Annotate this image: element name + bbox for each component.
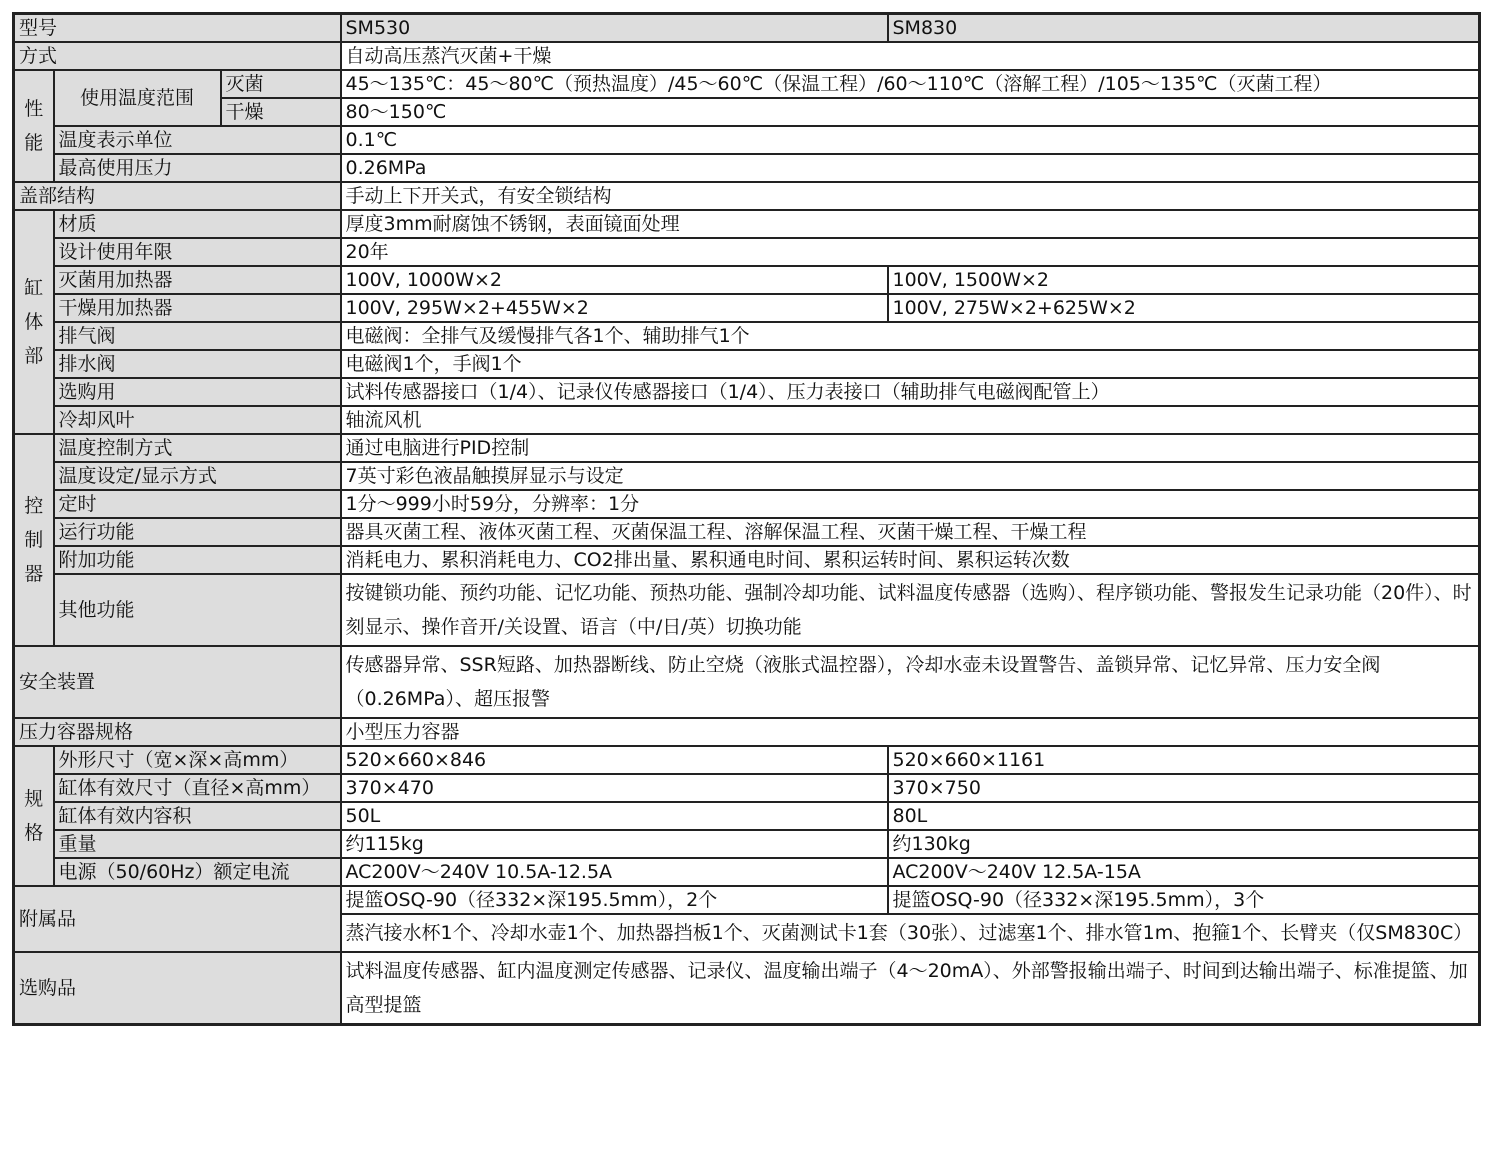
volume-sm530: 50L bbox=[341, 802, 888, 830]
options-label: 选购品 bbox=[14, 952, 341, 1025]
outer-size-sm830: 520×660×1161 bbox=[888, 746, 1480, 774]
row-dry-heater bbox=[14, 294, 1480, 322]
controller-group-label: 控制器 bbox=[14, 434, 54, 646]
other-func-label: 其他功能 bbox=[54, 574, 341, 646]
pressure-vessel-label: 压力容器规格 bbox=[14, 718, 341, 746]
row-ster-heater bbox=[14, 266, 1480, 294]
accessories-label: 附属品 bbox=[14, 886, 341, 952]
option-port-value: 试料传感器接口（1/4）、记录仪传感器接口（1/4）、压力表接口（辅助排气电磁阀配管上） bbox=[341, 378, 1480, 406]
volume-sm830: 80L bbox=[888, 802, 1480, 830]
row-outer-size bbox=[14, 746, 1480, 774]
dry-heater-sm530: 100V, 295W×2+455W×2 bbox=[341, 294, 888, 322]
row-fan bbox=[14, 406, 1480, 434]
row-weight bbox=[14, 830, 1480, 858]
dry-temp-label: 干燥 bbox=[221, 98, 341, 126]
row-extra-func bbox=[14, 546, 1480, 574]
row-options bbox=[14, 952, 1480, 1025]
life-value: 20年 bbox=[341, 238, 1480, 266]
row-dry-temp bbox=[14, 98, 1480, 126]
dry-heater-sm830: 100V, 275W×2+625W×2 bbox=[888, 294, 1480, 322]
fan-label: 冷却风叶 bbox=[54, 406, 341, 434]
inner-size-sm830: 370×750 bbox=[888, 774, 1480, 802]
temp-unit-label: 温度表示单位 bbox=[54, 126, 341, 154]
outer-size-sm530: 520×660×846 bbox=[341, 746, 888, 774]
model-sm830: SM830 bbox=[888, 14, 1480, 43]
row-exhaust bbox=[14, 322, 1480, 350]
row-temp-ctrl bbox=[14, 434, 1480, 462]
temp-set-label: 温度设定/显示方式 bbox=[54, 462, 341, 490]
timer-value: 1分～999小时59分，分辨率：1分 bbox=[341, 490, 1480, 518]
row-sterilize-temp bbox=[14, 70, 1480, 98]
row-max-pressure bbox=[14, 154, 1480, 182]
basket-sm530: 提篮OSQ-90（径332×深195.5mm），2个 bbox=[341, 886, 888, 914]
inner-size-label: 缸体有效尺寸（直径×高mm） bbox=[54, 774, 341, 802]
row-life bbox=[14, 238, 1480, 266]
row-volume bbox=[14, 802, 1480, 830]
other-func-value: 按键锁功能、预约功能、记忆功能、预热功能、强制冷却功能、试料温度传感器（选购）、程序锁功能、警报发生记录功能（20件）、时刻显示、操作音开/关设置、语言（中/日/英）切换功能 bbox=[341, 574, 1480, 646]
weight-sm830: 约130kg bbox=[888, 830, 1480, 858]
timer-label: 定时 bbox=[54, 490, 341, 518]
volume-label: 缸体有效内容积 bbox=[54, 802, 341, 830]
run-func-label: 运行功能 bbox=[54, 518, 341, 546]
safety-value: 传感器异常、SSR短路、加热器断线、防止空烧（液胀式温控器），冷却水壶未设置警告、盖锁异常、记忆异常、压力安全阀（0.26MPa）、超压报警 bbox=[341, 646, 1480, 718]
row-power bbox=[14, 858, 1480, 886]
temp-ctrl-value: 通过电脑进行PID控制 bbox=[341, 434, 1480, 462]
material-label: 材质 bbox=[54, 210, 341, 238]
basket-sm830: 提篮OSQ-90（径332×深195.5mm），3个 bbox=[888, 886, 1480, 914]
ster-heater-sm530: 100V, 1000W×2 bbox=[341, 266, 888, 294]
power-label: 电源（50/60Hz）额定电流 bbox=[54, 858, 341, 886]
row-method bbox=[14, 42, 1480, 70]
sterilize-temp-value: 45～135℃：45～80℃（预热温度）/45～60℃（保温工程）/60～110℃（溶解工程）/105～135℃（灭菌工程） bbox=[341, 70, 1480, 98]
weight-label: 重量 bbox=[54, 830, 341, 858]
life-label: 设计使用年限 bbox=[54, 238, 341, 266]
temp-ctrl-label: 温度控制方式 bbox=[54, 434, 341, 462]
row-lid bbox=[14, 182, 1480, 210]
spec-group-label: 规格 bbox=[14, 746, 54, 886]
pressure-vessel-value: 小型压力容器 bbox=[341, 718, 1480, 746]
run-func-value: 器具灭菌工程、液体灭菌工程、灭菌保温工程、溶解保温工程、灭菌干燥工程、干燥工程 bbox=[341, 518, 1480, 546]
temp-unit-value: 0.1℃ bbox=[341, 126, 1480, 154]
row-drain bbox=[14, 350, 1480, 378]
method-label: 方式 bbox=[14, 42, 341, 70]
drain-label: 排水阀 bbox=[54, 350, 341, 378]
extra-func-value: 消耗电力、累积消耗电力、CO2排出量、累积通电时间、累积运转时间、累积运转次数 bbox=[341, 546, 1480, 574]
exhaust-label: 排气阀 bbox=[54, 322, 341, 350]
model-sm530: SM530 bbox=[341, 14, 888, 43]
row-model bbox=[14, 14, 1480, 43]
option-port-label: 选购用 bbox=[54, 378, 341, 406]
model-label: 型号 bbox=[14, 14, 341, 43]
temp-set-value: 7英寸彩色液晶触摸屏显示与设定 bbox=[341, 462, 1480, 490]
row-timer bbox=[14, 490, 1480, 518]
spec-table bbox=[12, 12, 1481, 1026]
max-pressure-value: 0.26MPa bbox=[341, 154, 1480, 182]
row-temp-unit bbox=[14, 126, 1480, 154]
row-pressure-vessel bbox=[14, 718, 1480, 746]
dry-temp-value: 80～150℃ bbox=[341, 98, 1480, 126]
weight-sm530: 约115kg bbox=[341, 830, 888, 858]
row-option-port bbox=[14, 378, 1480, 406]
row-material bbox=[14, 210, 1480, 238]
row-safety bbox=[14, 646, 1480, 718]
power-sm530: AC200V～240V 10.5A-12.5A bbox=[341, 858, 888, 886]
temp-range-label: 使用温度范围 bbox=[54, 70, 221, 126]
lid-value: 手动上下开关式，有安全锁结构 bbox=[341, 182, 1480, 210]
material-value: 厚度3mm耐腐蚀不锈钢，表面镜面处理 bbox=[341, 210, 1480, 238]
outer-size-label: 外形尺寸（宽×深×高mm） bbox=[54, 746, 341, 774]
method-value: 自动高压蒸汽灭菌+干燥 bbox=[341, 42, 1480, 70]
row-other-func bbox=[14, 574, 1480, 646]
row-accessory-basket bbox=[14, 886, 1480, 914]
fan-value: 轴流风机 bbox=[341, 406, 1480, 434]
extra-func-label: 附加功能 bbox=[54, 546, 341, 574]
power-sm830: AC200V～240V 12.5A-15A bbox=[888, 858, 1480, 886]
ster-heater-sm830: 100V, 1500W×2 bbox=[888, 266, 1480, 294]
dry-heater-label: 干燥用加热器 bbox=[54, 294, 341, 322]
tank-group-label: 缸体部 bbox=[14, 210, 54, 434]
row-inner-size bbox=[14, 774, 1480, 802]
row-temp-set bbox=[14, 462, 1480, 490]
row-run-func bbox=[14, 518, 1480, 546]
lid-label: 盖部结构 bbox=[14, 182, 341, 210]
sterilize-temp-label: 灭菌 bbox=[221, 70, 341, 98]
inner-size-sm530: 370×470 bbox=[341, 774, 888, 802]
options-value: 试料温度传感器、缸内温度测定传感器、记录仪、温度输出端子（4～20mA）、外部警报输出端子、时间到达输出端子、标准提篮、加高型提篮 bbox=[341, 952, 1480, 1025]
max-pressure-label: 最高使用压力 bbox=[54, 154, 341, 182]
ster-heater-label: 灭菌用加热器 bbox=[54, 266, 341, 294]
drain-value: 电磁阀1个，手阀1个 bbox=[341, 350, 1480, 378]
safety-label: 安全装置 bbox=[14, 646, 341, 718]
accessories-others: 蒸汽接水杯1个、冷却水壶1个、加热器挡板1个、灭菌测试卡1套（30张）、过滤塞1个、排水管1m、抱箍1个、长臂夹（仅SM830C） bbox=[341, 914, 1480, 952]
performance-group-label: 性能 bbox=[14, 70, 54, 182]
exhaust-value: 电磁阀：全排气及缓慢排气各1个、辅助排气1个 bbox=[341, 322, 1480, 350]
